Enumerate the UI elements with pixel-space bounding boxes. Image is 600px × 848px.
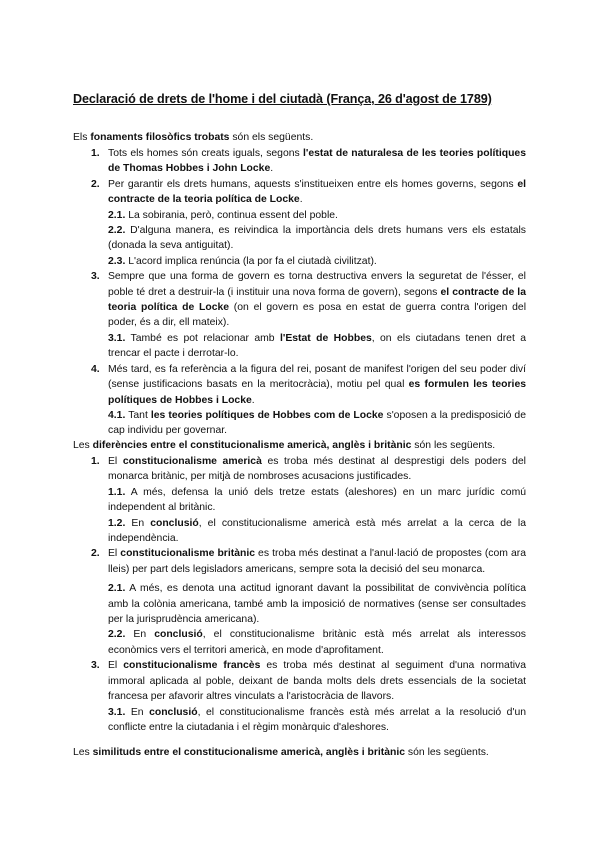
sub-item: 1.1. A més, defensa la unió dels tretze estats (aleshores) en un marc jurídic comú independent al britànic. xyxy=(108,486,526,514)
list-item: 2. Per garantir els drets humans, aquests s'institueixen entre els homes governs, segons el contracte de la teoria política de Locke. 2.1. La sobirania, però, continua essent del poble. 2.2. D'alguna manera, es reivindica la importància dels drets humans vers els estatals (donada la seva antiguitat). 2.3. L'acord implica renúncia (la por fa el ciutadà civilitzat). xyxy=(88,177,526,269)
section-2-list xyxy=(88,454,526,735)
section-1-intro: Els fonaments filosòfics trobats són els següents. xyxy=(73,132,314,143)
sub-item: 1.2. En conclusió, el constitucionalisme americà està més arrelat a la cerca de la independència. xyxy=(108,517,526,545)
sub-item: 2.2. En conclusió, el constitucionalisme britànic està més arrelat als interessos econòmics vers el territori americà, en mode d'aprofitament. xyxy=(108,629,526,656)
section-2-intro: Les diferències entre el constitucionalisme americà, anglès i britànic són les següents. xyxy=(73,440,496,451)
sub-item: 3.1. També es pot relacionar amb l'Estat de Hobbes, on els ciutadans tenen dret a trencar el pacte i derrotar-lo. xyxy=(108,332,526,360)
sub-item: 2.1. A més, es denota una actitud ignorant davant la possibilitat de convivència política amb la colònia americana, també amb la imposició de normatives (sense ser consultades per la jurisprudència americana). xyxy=(108,583,526,626)
sub-item: 4.1. Tant les teories polítiques de Hobbes com de Locke s'oposen a la predisposició de cap individu per governar. xyxy=(108,409,526,437)
list-item: 2. El constitucionalisme britànic es troba més destinat a l'anul·lació de propostes (com ara lleis) per part dels legisladors americans, sempre sota la decisió del seu monarca. 2.1. A més, es denota una actitud ignorant davant la possibilitat de convivència política amb la colònia americana, també amb la imposició de normatives (sense ser consultades per la jurisprudència americana). 2.2. En conclusió, el constitucionalisme britànic està més arrelat als interessos econòmics vers el territori americà, en mode d'aprofitament. xyxy=(88,546,526,658)
sub-item: 2.2. D'alguna manera, es reivindica la importància dels drets humans vers els estatals (donada la seva antiguitat). xyxy=(108,225,526,252)
sub-item: 3.1. En conclusió, el constitucionalisme francès està més arrelat a la resolució d'un conflicte entre la ciutadania i el règim monàrquic d'aleshores. xyxy=(108,706,526,733)
list-item: 4. Més tard, es fa referència a la figura del rei, posant de manifest l'origen del seu poder diví (sense justificacions basats en la meritocràcia), motiu pel qual es formulen les teories polítiques de Hobbes i Locke. 4.1. Tant les teories polítiques de Hobbes com de Locke s'oposen a la predisposició de cap individu per governar. xyxy=(88,362,526,439)
sub-item: 2.1. La sobirania, però, continua essent del poble. xyxy=(108,209,338,221)
list-item: 1. Tots els homes són creats iguals, segons l'estat de naturalesa de les teories polítiques de Thomas Hobbes i John Locke. xyxy=(91,148,526,175)
sub-item: 2.3. L'acord implica renúncia (la por fa el ciutadà civilitzat). xyxy=(108,255,377,267)
section-1-list xyxy=(88,146,526,439)
list-item: 3. Sempre que una forma de govern es torna destructiva envers la seguretat de l'ésser, el poble té dret a destruir-la (i instituir una nova forma de govern), segons el contracte de la teoria política de Locke (on el govern es posa en estat de guerra contra l'origen del poder, és a dir, ell mateix). 3.1. També es pot relacionar amb l'Estat de Hobbes, on els ciutadans tenen dret a trencar el pacte i derrotar-lo. xyxy=(88,269,526,361)
section-3-intro: Les similituds entre el constitucionalisme americà, anglès i britànic són les següents. xyxy=(73,747,489,758)
document-title: Declaració de drets de l'home i del ciutadà (França, 26 d'agost de 1789) xyxy=(73,92,492,106)
list-item: 3. El constitucionalisme francès es troba més destinat al seguiment d'una normativa immoral aplicada al poble, deixant de banda molts dels drets essencials de la societat francesa per afavorir altres vinculats a l'aristocràcia de llavors. 3.1. En conclusió, el constitucionalisme francès està més arrelat a la resolució d'un conflicte entre la ciutadania i el règim monàrquic d'aleshores. xyxy=(88,658,526,735)
list-item: 1. El constitucionalisme americà es troba més destinat al desprestigi dels poders del monarca britànic, per mitjà de nombroses acusacions justificades. 1.1. A més, defensa la unió dels tretze estats (aleshores) en un marc jurídic comú independent al britànic. 1.2. En conclusió, el constitucionalisme americà està més arrelat a la cerca de la independència. xyxy=(88,454,526,546)
